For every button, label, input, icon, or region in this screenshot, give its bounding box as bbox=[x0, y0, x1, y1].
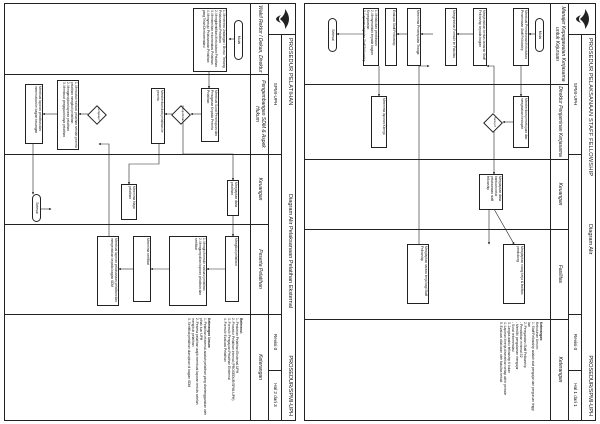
lane-header: Direktur Penjaminan Kerjasama bbox=[550, 84, 569, 160]
document-header bbox=[268, 4, 295, 420]
revision: Revisi 0 bbox=[269, 314, 282, 371]
process-box: Membuat laporan pelaksanaan pelatihan dan menyerahkan kepada bagian SDM bbox=[97, 236, 119, 306]
notes-body: 1. Pelatihan eksternal adalah pelatihan yang diselenggarakan oleh pihak luar UPH 2. Peserta pelatihan wajib membuat laporan tertulis setelah mengikuti pelatihan 3. Sertifikat pelatihan diarsipkan di bagian SDM bbox=[187, 318, 207, 416]
process-box: Menerima sertifikat bbox=[133, 236, 151, 302]
university-logo bbox=[269, 4, 295, 35]
page-number: Hal 1 dari 1 bbox=[573, 383, 578, 407]
document-header bbox=[568, 4, 595, 420]
diagram-title: Diagram Alir bbox=[587, 224, 593, 255]
swimlanes bbox=[5, 4, 269, 420]
lane-header: Keuangan bbox=[550, 159, 569, 230]
process-box: Menerima biaya pelatihan bbox=[121, 184, 137, 220]
process-box: Menyiapkan dana bantuan untuk pelaksanaan staff fellowship bbox=[479, 174, 503, 210]
end-terminator: Selesai bbox=[32, 194, 41, 222]
notes-heading: Keterangan Umum: bbox=[207, 318, 211, 349]
end-terminator: Selesai bbox=[328, 18, 337, 52]
flowchart-page-right bbox=[300, 0, 600, 424]
process-box: Membuat Permohonan Kebutuhan Penerimaan Staff Fellowship bbox=[513, 8, 529, 66]
notes-heading: Keterangan: bbox=[539, 322, 543, 342]
process-box: 1. Mengisi formulir evaluasi pelatihan 2. Mengumpulkan laporan pelatihan dan sertifikat bbox=[169, 236, 207, 306]
notes-body: 1. Pedoman Pelatihan Eksternal UPH 2. Prosedur Pelatihan Internal (PROSEDUR/SPMI-UPH) 3. Formulir Pengajuan Pelatihan Eksternal 4. Formulir Evaluasi Pelatihan bbox=[223, 318, 239, 401]
process-box: Membuat laporan pelatihan dan meneruskan ke bagian keuangan bbox=[25, 84, 43, 144]
keterangan-notes bbox=[495, 322, 547, 416]
process-box: 1. Mencatat realisasi pelatihan setelah peserta pelatihan mengikuti pelatihan 2. Mengarsipkan laporan pelatihan 3. Membuat pengajuan biaya pelatihan bbox=[57, 80, 79, 150]
diagram-title: Diagram Alir Pelaksanaan Pelatihan Eksternal bbox=[287, 194, 293, 309]
reference-notes bbox=[183, 318, 247, 416]
notes-body: Kebutuhan Umum: 1. Staff Fellowship adalah staf pengajar dari perguruan tinggi lain 2. Persyaratan Staff Fellowship - Pendidikan minimal S2 - Memiliki pengalaman mengajar - Surat rekomendasi 3. Jangka waktu fellowship 6 bulan 4. Laporan kinerja diserahkan setiap akhir periode 5. Evaluasi dilakukan oleh fakultas terkait bbox=[499, 322, 539, 411]
process-box: Mengikuti pelatihan bbox=[225, 236, 239, 302]
process-box: Menyiapkan ruang kerja & fasilitas pendukung bbox=[503, 244, 525, 304]
process-box: 1. Melakukan pembinaan 2. Menyerahkan kepada bagian Kepegawaian 3. Laporan kegiatan Staff Fellowship bbox=[363, 8, 379, 66]
lane-header: Pengembangan SDM & Aspek Hukum bbox=[250, 74, 269, 155]
process-box: Menerima Penempatan Tenaga bbox=[407, 8, 421, 66]
lane-header: Keterangan bbox=[250, 314, 269, 420]
eagle-emblem-icon bbox=[571, 7, 593, 31]
flowchart-sheet bbox=[4, 3, 296, 421]
start-terminator: Mulai bbox=[535, 18, 544, 52]
process-box: 1. Menerima Undangan / Brosur Tentang Pelaksanaan Pelatihan 2. Mengidentifikasi Kebutuhan Pelatihan 3. Memberikan rekomendasi Pelatihan 4. Menyetujui Pelaksanaan Pelatihan yang Telah Direkomendasi bbox=[193, 8, 227, 72]
blank-cell bbox=[569, 154, 582, 315]
lane-header: Manajer Kepegawaian Kerjasama untuk Kejuruan bbox=[550, 4, 569, 85]
university-logo bbox=[569, 4, 595, 35]
process-box: Menerima laporan Kinerja bbox=[371, 96, 387, 148]
notes-heading: Referensi: bbox=[239, 318, 243, 335]
blank-cell bbox=[269, 154, 282, 315]
decision-diamond: Setuju? bbox=[485, 113, 503, 131]
process-box: Menyerahkan berkas lamaran Staff Fellowship kepada bagian bbox=[473, 8, 487, 66]
lane-header: Peserta Pelatihan bbox=[250, 224, 269, 315]
lane-header: Keterangan bbox=[550, 319, 569, 420]
eagle-emblem-icon bbox=[271, 7, 293, 31]
start-terminator: Mulai bbox=[234, 20, 243, 60]
lane-header: Keuangan bbox=[250, 154, 269, 225]
process-box: Memberikan data pelatihan ke peserta bbox=[151, 88, 165, 144]
document-code: PROSEDUR/SPMI-UPH bbox=[287, 355, 293, 416]
decision-diamond: Setuju/tidak? bbox=[173, 105, 191, 123]
revision: Revisi 0 bbox=[569, 314, 582, 371]
process-box: Menyiapkan sarana kerja bagi Staff Fellowship bbox=[407, 244, 429, 304]
process-box: Mengirimkan Formulir ke Fakultas bbox=[445, 8, 457, 66]
sub-code: SPMI-UPH bbox=[569, 34, 582, 155]
document-title: PROSEDUR PELAKSANAAN STAFF FELLOWSHIP bbox=[587, 38, 593, 177]
sub-code: SPMI-UPH bbox=[269, 34, 282, 155]
process-box: Membuat Surat Persetujuan dan Penugasan Kepada Peserta Pelatihan bbox=[201, 88, 219, 142]
swimlanes bbox=[305, 4, 569, 420]
lane-header: Wakil Rektor / Dekan, Direktur bbox=[250, 4, 269, 75]
process-box: Menyiapkan dana pelatihan bbox=[227, 180, 239, 216]
document-title: PROSEDUR PELATIHAN bbox=[287, 38, 293, 106]
page-number: Hal 2 dari 3 bbox=[273, 383, 278, 407]
process-box: Memberikan persetujuan dan menyatakan kesiapan bbox=[513, 96, 529, 148]
process-box: Evaluasi Staff Fellowship bbox=[385, 8, 397, 66]
decision-diamond: Lengkap? bbox=[89, 105, 107, 123]
lane-header: Fasilitas bbox=[550, 229, 569, 320]
flowchart-sheet bbox=[304, 3, 596, 421]
document-code: PROSEDUR/SPMI-UPH bbox=[587, 355, 593, 416]
